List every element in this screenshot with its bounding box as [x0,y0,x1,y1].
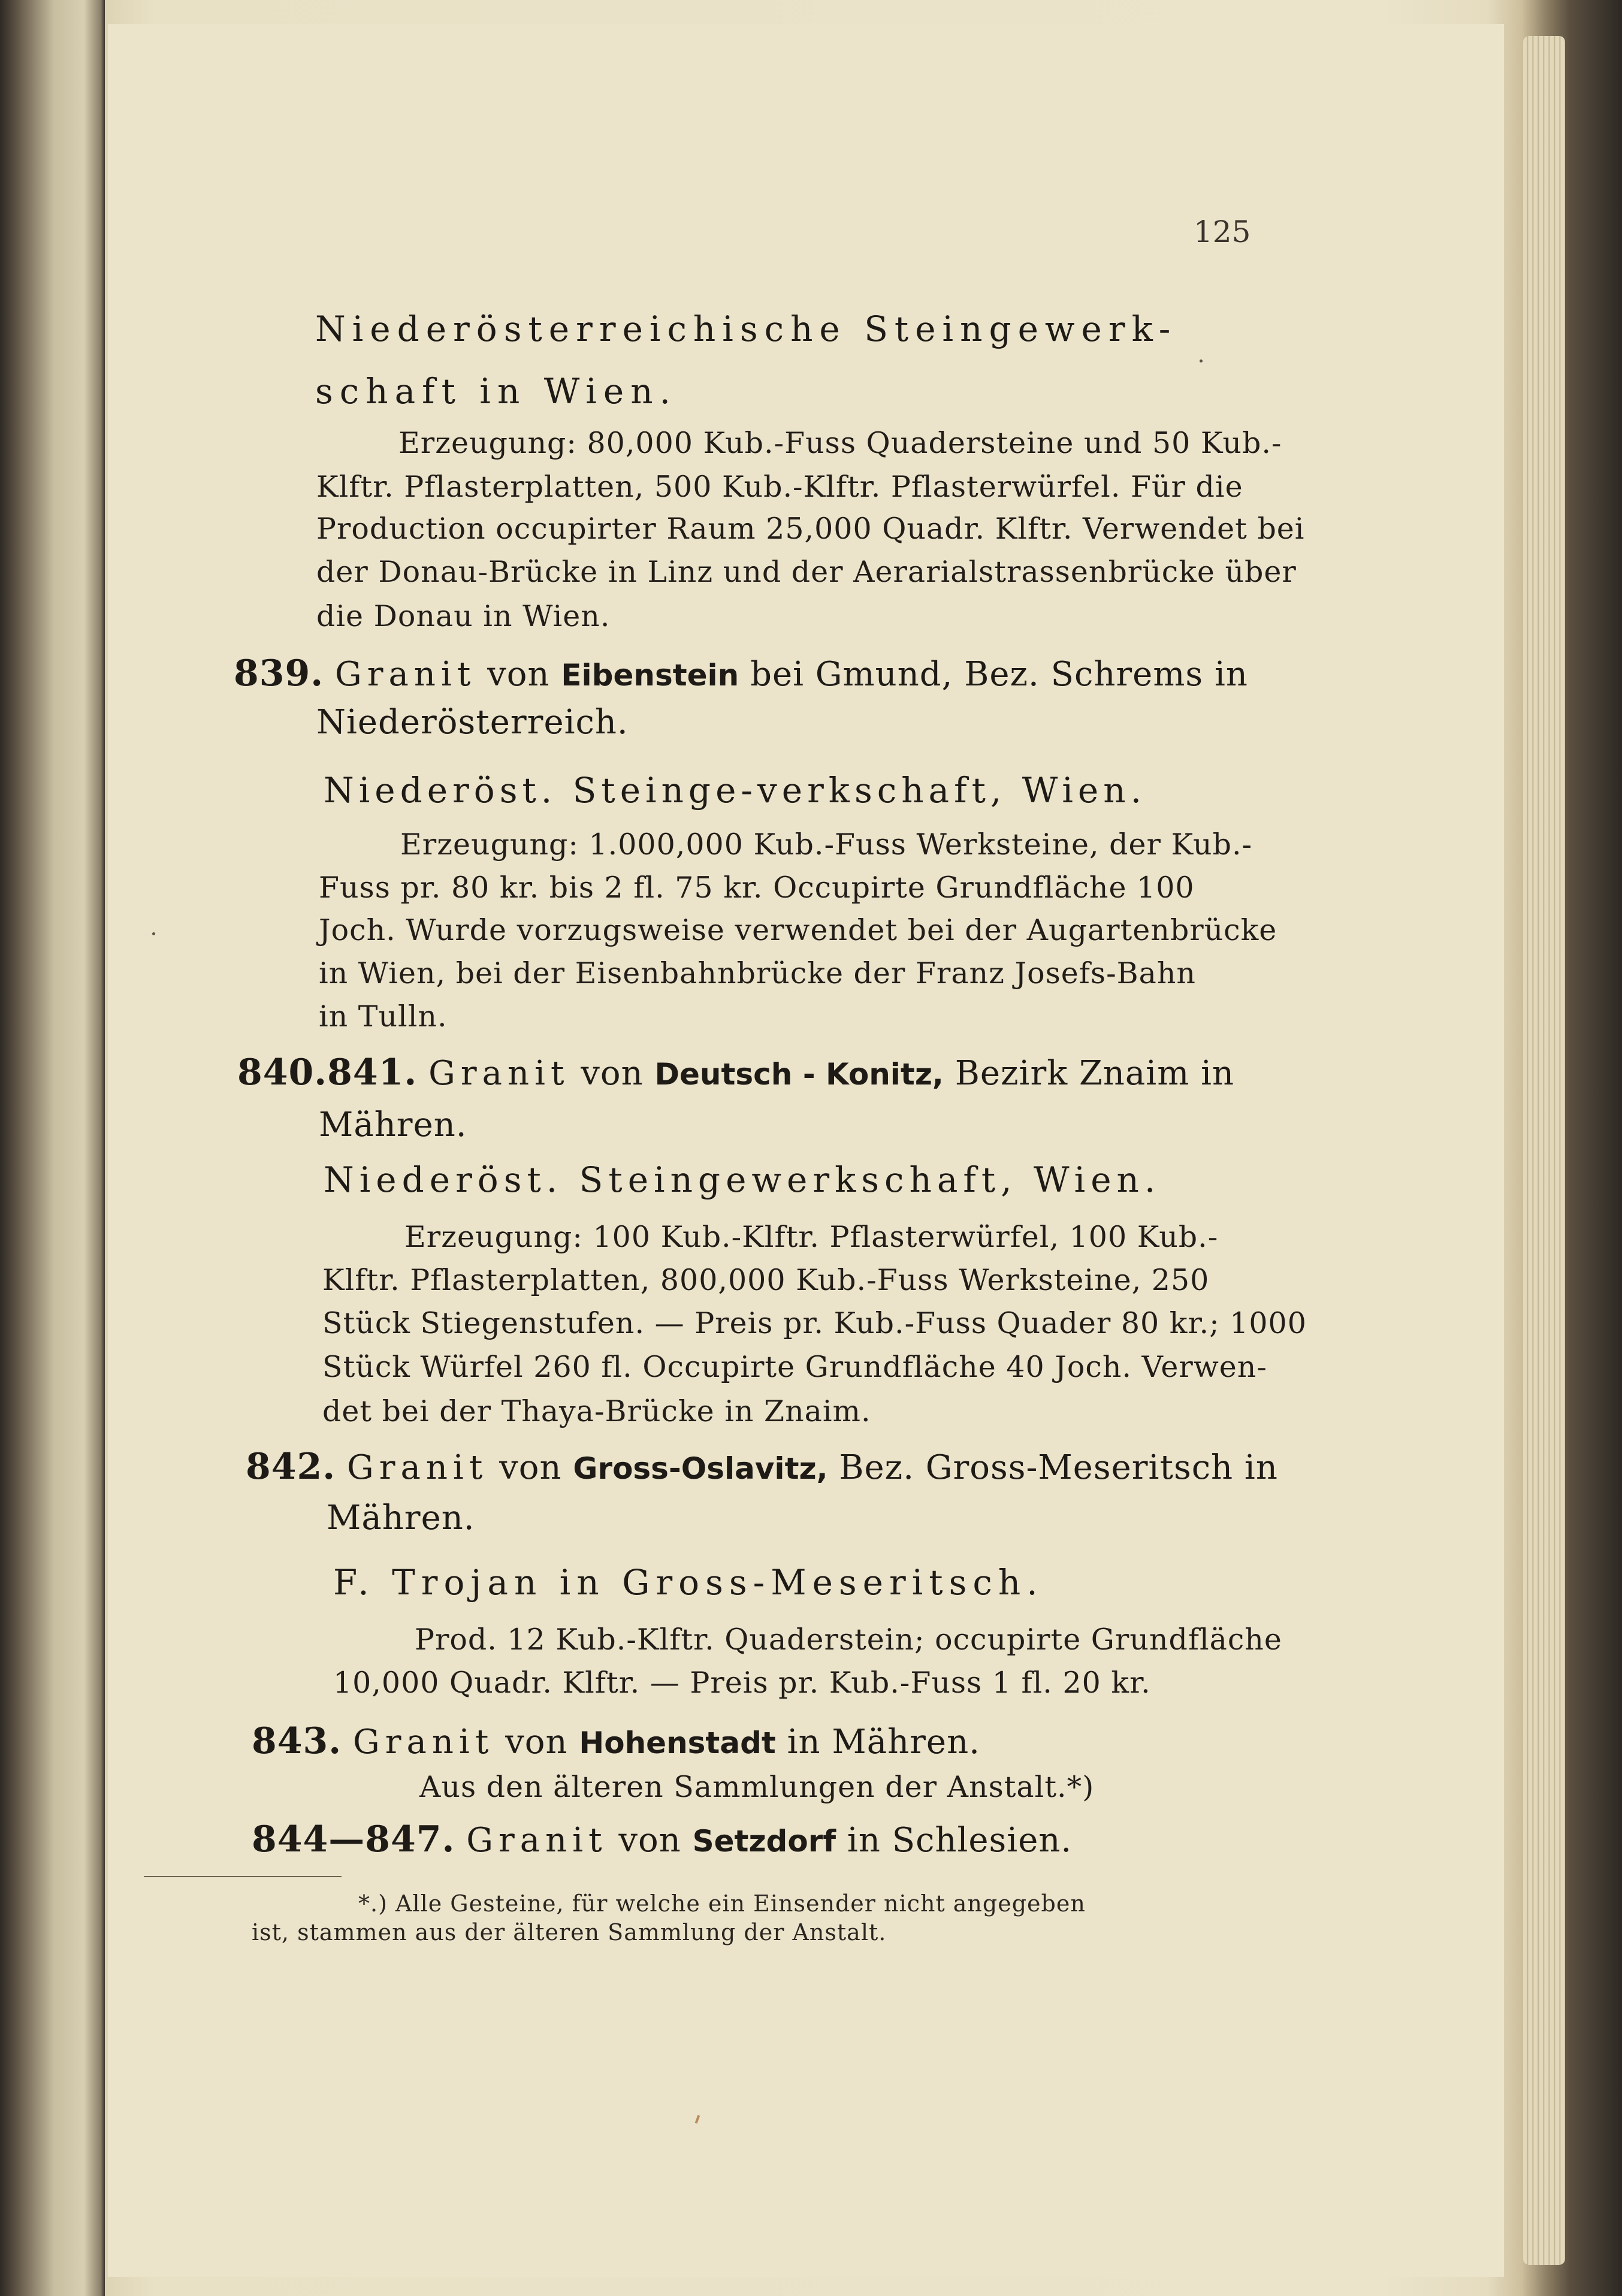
paragraph-line: Erzeugung: 1.000,000 Kub.-Fuss Werksteine, der Kub.- [400,827,1253,862]
entry-continuation: Mähren. [319,1105,467,1144]
entry-preposition: von [499,1448,562,1487]
entry-number: 842. [246,1446,336,1488]
paragraph-line: die Donau in Wien. [316,599,611,633]
entry-location-detail: in Mähren. [787,1723,980,1762]
paragraph-line: in Wien, bei der Eisenbahnbrücke der Franz Josefs-Bahn [319,956,1196,990]
entry-preposition: von [581,1054,644,1093]
paragraph-line: Fuss pr. 80 kr. bis 2 fl. 75 kr. Occupirte Grundfläche 100 [319,871,1195,905]
entry-continuation: Niederösterreich. [316,703,629,742]
paragraph-line: Stück Würfel 260 fl. Occupirte Grundfläche 40 Joch. Verwen- [322,1350,1267,1384]
section-heading: F. Trojan in Gross-Meseritsch. [333,1562,1044,1603]
entry-location-detail: in Schlesien. [847,1821,1073,1860]
entry-location-detail: Bez. Gross-Meseritsch in [839,1448,1278,1487]
entry-preposition: von [618,1821,681,1860]
catalogue-entry [237,1052,1235,1093]
section-heading-line1: Niederösterreichische Steingewerk- [315,309,1177,349]
entry-continuation: Mähren. [327,1499,475,1537]
paragraph-line: Production occupirter Raum 25,000 Quadr. Klftr. Verwendet bei [316,512,1305,546]
section-heading-line2: schaft in Wien. [315,371,677,412]
paragraph-line: 10,000 Quadr. Klftr. — Preis pr. Kub.-Fuss 1 fl. 20 kr. [333,1666,1151,1700]
paragraph-line: in Tulln. [319,999,448,1034]
section-heading: Niederöst. Steinge‑verkschaft, Wien. [324,770,1147,811]
entry-number: 843. [252,1720,342,1762]
entry-rock-type: Granit [428,1054,570,1093]
catalogue-entry [234,652,1248,694]
entry-preposition: von [505,1723,568,1762]
paragraph-line: Erzeugung: 100 Kub.-Klftr. Pflasterwürfel, 100 Kub.- [404,1220,1219,1254]
catalogue-entry [246,1446,1278,1488]
paragraph-line: Prod. 12 Kub.-Klftr. Quaderstein; occupirte Grundfläche [415,1623,1282,1657]
footnote-line: *.) Alle Gesteine, für welche ein Einsender nicht angegeben [358,1890,1086,1917]
entry-number: 840.841. [237,1052,418,1093]
paragraph-line: Erzeugung: 80,000 Kub.-Fuss Quadersteine und 50 Kub.- [398,426,1282,460]
paragraph-line: Klftr. Pflasterplatten, 800,000 Kub.-Fuss Werksteine, 250 [322,1263,1210,1297]
catalogue-entry [252,1818,1073,1860]
entry-rock-type: Granit [346,1448,488,1487]
page-stack-edges [1523,36,1565,2265]
paragraph-line: Klftr. Pflasterplatten, 500 Kub.-Klftr. Pflasterwürfel. Für die [316,470,1243,504]
paragraph-line: det bei der Thaya-Brücke in Znaim. [322,1394,871,1428]
entry-number: 844—847. [252,1818,455,1860]
paragraph-line: Joch. Wurde vorzugsweise verwendet bei der Augartenbrücke [319,913,1277,947]
paragraph-line: der Donau-Brücke in Linz und der Aerarialstrassenbrücke über [316,555,1297,589]
entry-rock-type: Granit [334,655,476,694]
entry-locality: Setzdorf [692,1824,836,1859]
scan-speck [1200,359,1203,362]
footnote-line: ist, stammen aus der älteren Sammlung der Anstalt. [252,1919,887,1945]
entry-locality: Gross-Oslavitz, [573,1451,828,1486]
entry-rock-type: Granit [352,1723,494,1762]
entry-preposition: von [487,655,550,694]
scan-speck [152,932,155,935]
entry-locality: Eibenstein [561,658,739,693]
entry-rock-type: Granit [466,1821,608,1860]
entry-locality: Hohenstadt [579,1726,776,1760]
entry-locality: Deutsch - Konitz, [654,1057,944,1092]
collection-note: Aus den älteren Sammlungen der Anstalt.*) [419,1770,1095,1804]
entry-number: 839. [234,652,324,694]
facing-page-edge [0,0,105,2296]
entry-location-detail: bei Gmund, Bez. Schrems in [750,655,1248,694]
entry-location-detail: Bezirk Znaim in [955,1054,1235,1093]
paragraph-line: Stück Stiegenstufen. — Preis pr. Kub.-Fuss Quader 80 kr.; 1000 [322,1306,1307,1340]
section-heading: Niederöst. Steingewerkschaft, Wien. [324,1159,1161,1200]
footnote-rule [144,1876,342,1877]
catalogue-entry [252,1720,980,1762]
page-number: 125 [1194,215,1251,249]
